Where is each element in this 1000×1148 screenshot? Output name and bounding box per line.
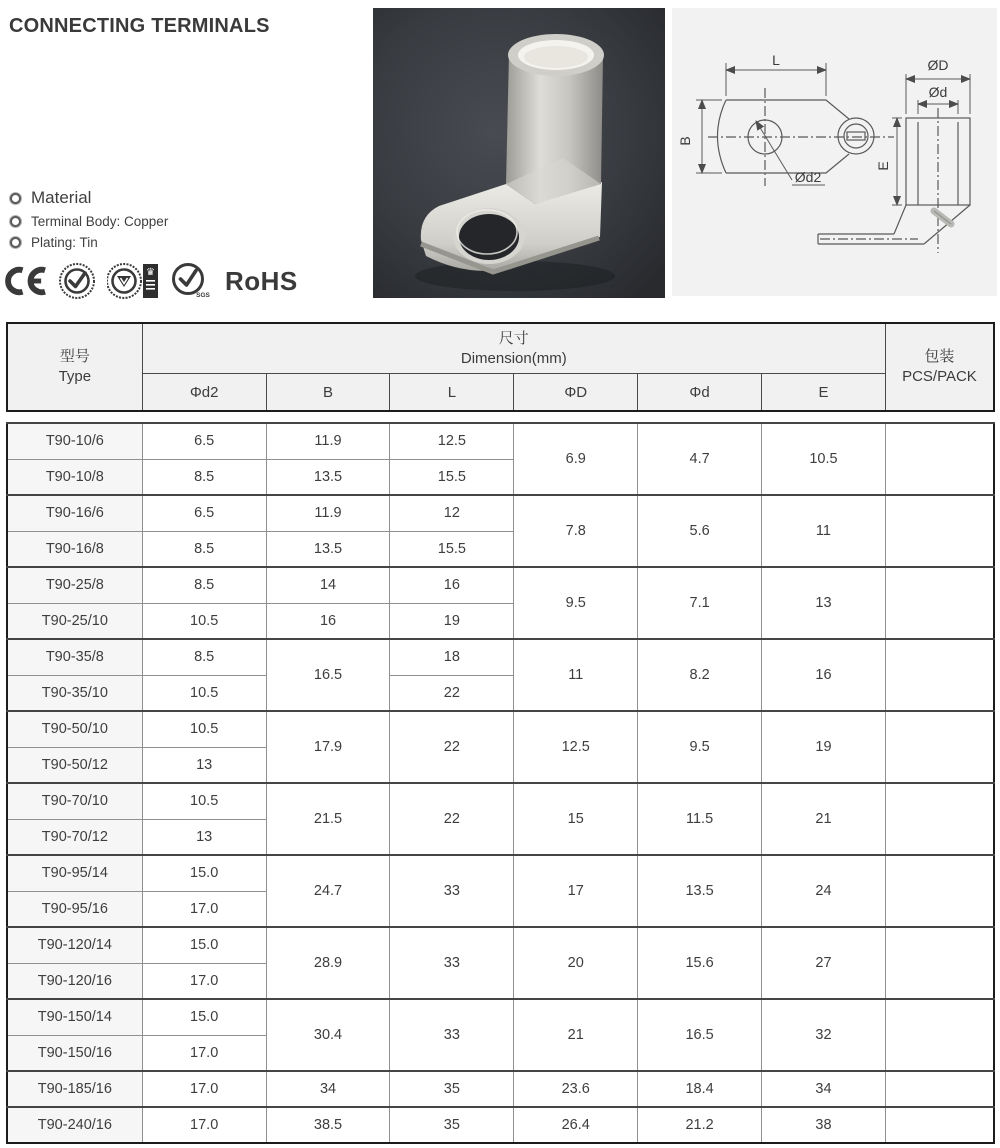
sgs-check-badge-icon bbox=[170, 262, 210, 300]
pack-cell bbox=[885, 423, 994, 495]
dim-label-d2: Ød2 bbox=[794, 169, 822, 185]
dim-cell-d2: 17.0 bbox=[142, 1035, 266, 1071]
page-title: CONNECTING TERMINALS bbox=[9, 15, 270, 38]
dim-cell-D: 9.5 bbox=[514, 567, 638, 639]
dim-cell-d2: 10.5 bbox=[142, 675, 266, 711]
header-type-zh: 型号 bbox=[59, 348, 90, 365]
header-col-d2: Φd2 bbox=[142, 374, 266, 412]
type-cell: T90-150/16 bbox=[7, 1035, 142, 1071]
dim-cell-d: 16.5 bbox=[638, 999, 762, 1071]
table-row bbox=[7, 711, 994, 747]
table-row bbox=[7, 423, 994, 459]
type-cell: T90-10/8 bbox=[7, 459, 142, 495]
type-cell: T90-50/12 bbox=[7, 747, 142, 783]
type-cell: T90-35/10 bbox=[7, 675, 142, 711]
spec-table-body bbox=[6, 422, 995, 1144]
dim-cell-d2: 15.0 bbox=[142, 855, 266, 891]
dim-cell-E: 10.5 bbox=[762, 423, 886, 495]
table-row bbox=[7, 783, 994, 819]
product-photo bbox=[373, 8, 665, 298]
dim-cell-D: 7.8 bbox=[514, 495, 638, 567]
dim-cell-L: 35 bbox=[390, 1107, 514, 1143]
type-cell: T90-70/10 bbox=[7, 783, 142, 819]
iso-ukas-badge-icon bbox=[107, 262, 159, 300]
dim-cell-D: 17 bbox=[514, 855, 638, 927]
dim-cell-E: 32 bbox=[762, 999, 886, 1071]
header-type-en: Type bbox=[58, 368, 92, 385]
quality-check-badge-icon bbox=[58, 262, 96, 300]
dim-cell-B: 17.9 bbox=[266, 711, 390, 783]
dim-cell-E: 19 bbox=[762, 711, 886, 783]
dim-cell-B: 21.5 bbox=[266, 783, 390, 855]
dim-cell-L: 16 bbox=[390, 567, 514, 603]
dim-cell-L: 15.5 bbox=[390, 459, 514, 495]
dim-cell-d: 5.6 bbox=[638, 495, 762, 567]
dim-cell-B: 24.7 bbox=[266, 855, 390, 927]
dim-cell-D: 6.9 bbox=[514, 423, 638, 495]
dim-cell-D: 11 bbox=[514, 639, 638, 711]
dim-cell-D: 20 bbox=[514, 927, 638, 999]
dim-cell-d2: 10.5 bbox=[142, 603, 266, 639]
header-col-D: ΦD bbox=[514, 374, 638, 412]
dim-cell-E: 21 bbox=[762, 783, 886, 855]
table-row bbox=[7, 1071, 994, 1107]
dim-cell-L: 33 bbox=[390, 927, 514, 999]
dim-cell-d: 15.6 bbox=[638, 927, 762, 999]
table-row bbox=[7, 639, 994, 675]
spec-table-header bbox=[6, 322, 995, 412]
dim-cell-d2: 15.0 bbox=[142, 927, 266, 963]
dim-cell-B: 11.9 bbox=[266, 423, 390, 459]
ce-mark-icon bbox=[4, 266, 47, 296]
dim-cell-E: 11 bbox=[762, 495, 886, 567]
header-pack bbox=[885, 323, 994, 411]
pack-cell bbox=[885, 999, 994, 1071]
pack-cell bbox=[885, 639, 994, 711]
dim-cell-d2: 17.0 bbox=[142, 891, 266, 927]
dim-cell-d2: 13 bbox=[142, 819, 266, 855]
dim-cell-d2: 8.5 bbox=[142, 459, 266, 495]
dim-cell-d2: 17.0 bbox=[142, 963, 266, 999]
header-dimension bbox=[142, 323, 885, 374]
pack-cell bbox=[885, 495, 994, 567]
dim-cell-D: 26.4 bbox=[514, 1107, 638, 1143]
svg-text:SGS: SGS bbox=[196, 292, 210, 299]
dim-cell-E: 13 bbox=[762, 567, 886, 639]
dim-cell-d2: 8.5 bbox=[142, 567, 266, 603]
dim-cell-d2: 10.5 bbox=[142, 783, 266, 819]
dim-cell-d: 18.4 bbox=[638, 1071, 762, 1107]
dim-cell-d: 7.1 bbox=[638, 567, 762, 639]
dim-label-D: ØD bbox=[927, 57, 949, 73]
material-heading: Material bbox=[31, 188, 92, 207]
dim-cell-L: 15.5 bbox=[390, 531, 514, 567]
pack-cell bbox=[885, 1107, 994, 1143]
dim-cell-d: 8.2 bbox=[638, 639, 762, 711]
pack-cell bbox=[885, 855, 994, 927]
type-cell: T90-120/16 bbox=[7, 963, 142, 999]
dim-cell-d2: 13 bbox=[142, 747, 266, 783]
type-cell: T90-240/16 bbox=[7, 1107, 142, 1143]
svg-text:♛: ♛ bbox=[146, 267, 155, 278]
front-view-dimensions bbox=[696, 63, 826, 185]
type-cell: T90-120/14 bbox=[7, 927, 142, 963]
pack-cell bbox=[885, 567, 994, 639]
dim-label-L: L bbox=[772, 52, 780, 68]
dim-cell-d2: 6.5 bbox=[142, 495, 266, 531]
dim-cell-d2: 6.5 bbox=[142, 423, 266, 459]
dim-cell-L: 19 bbox=[390, 603, 514, 639]
header-dimension-zh: 尺寸 bbox=[498, 329, 529, 347]
dim-cell-B: 38.5 bbox=[266, 1107, 390, 1143]
dim-cell-L: 33 bbox=[390, 855, 514, 927]
dim-cell-B: 28.9 bbox=[266, 927, 390, 999]
dim-cell-d2: 15.0 bbox=[142, 999, 266, 1035]
dim-cell-d2: 17.0 bbox=[142, 1071, 266, 1107]
dim-cell-L: 18 bbox=[390, 639, 514, 675]
table-row bbox=[7, 1107, 994, 1143]
table-row bbox=[7, 999, 994, 1035]
dim-cell-d: 13.5 bbox=[638, 855, 762, 927]
dim-cell-d: 11.5 bbox=[638, 783, 762, 855]
dim-cell-d: 21.2 bbox=[638, 1107, 762, 1143]
dim-cell-d2: 17.0 bbox=[142, 1107, 266, 1143]
type-cell: T90-150/14 bbox=[7, 999, 142, 1035]
dim-cell-L: 22 bbox=[390, 711, 514, 783]
dim-cell-d2: 8.5 bbox=[142, 531, 266, 567]
dim-cell-B: 16.5 bbox=[266, 639, 390, 711]
dim-cell-B: 13.5 bbox=[266, 459, 390, 495]
type-cell: T90-70/12 bbox=[7, 819, 142, 855]
dim-cell-B: 13.5 bbox=[266, 531, 390, 567]
dim-cell-L: 35 bbox=[390, 1071, 514, 1107]
dim-cell-B: 34 bbox=[266, 1071, 390, 1107]
bullet-icon bbox=[10, 237, 21, 248]
type-cell: T90-25/10 bbox=[7, 603, 142, 639]
dim-cell-L: 33 bbox=[390, 999, 514, 1071]
dim-cell-D: 15 bbox=[514, 783, 638, 855]
header-type bbox=[7, 323, 142, 411]
dim-cell-d2: 8.5 bbox=[142, 639, 266, 675]
header-col-B: B bbox=[266, 374, 390, 412]
pack-cell bbox=[885, 1071, 994, 1107]
pack-cell bbox=[885, 783, 994, 855]
dim-cell-D: 21 bbox=[514, 999, 638, 1071]
dim-label-d: Ød bbox=[928, 84, 948, 100]
dim-cell-B: 16 bbox=[266, 603, 390, 639]
pack-cell bbox=[885, 711, 994, 783]
dim-cell-B: 30.4 bbox=[266, 999, 390, 1071]
header-pack-zh: 包装 bbox=[924, 348, 955, 365]
dim-label-B: B bbox=[677, 136, 693, 146]
dim-cell-D: 23.6 bbox=[514, 1071, 638, 1107]
dim-cell-d: 4.7 bbox=[638, 423, 762, 495]
rohs-label: RoHS bbox=[225, 265, 298, 296]
dim-cell-E: 27 bbox=[762, 927, 886, 999]
dim-cell-L: 12.5 bbox=[390, 423, 514, 459]
table-row bbox=[7, 855, 994, 891]
header-col-E: E bbox=[762, 374, 886, 412]
technical-drawing bbox=[672, 8, 997, 296]
table-row bbox=[7, 927, 994, 963]
type-cell: T90-25/8 bbox=[7, 567, 142, 603]
header-pack-en: PCS/PACK bbox=[902, 368, 977, 385]
type-cell: T90-185/16 bbox=[7, 1071, 142, 1107]
type-cell: T90-16/8 bbox=[7, 531, 142, 567]
dim-cell-d: 9.5 bbox=[638, 711, 762, 783]
dim-cell-E: 38 bbox=[762, 1107, 886, 1143]
dim-cell-E: 24 bbox=[762, 855, 886, 927]
pack-cell bbox=[885, 927, 994, 999]
certification-logos bbox=[4, 264, 298, 298]
header-dimension-en: Dimension(mm) bbox=[460, 349, 567, 367]
dim-cell-L: 22 bbox=[390, 675, 514, 711]
header-col-d: Φd bbox=[638, 374, 762, 412]
dim-cell-L: 22 bbox=[390, 783, 514, 855]
type-cell: T90-95/14 bbox=[7, 855, 142, 891]
dim-label-E: E bbox=[875, 161, 891, 171]
material-item: Plating: Tin bbox=[31, 235, 98, 250]
type-cell: T90-35/8 bbox=[7, 639, 142, 675]
type-cell: T90-50/10 bbox=[7, 711, 142, 747]
dim-cell-D: 12.5 bbox=[514, 711, 638, 783]
dim-cell-B: 11.9 bbox=[266, 495, 390, 531]
dim-cell-E: 16 bbox=[762, 639, 886, 711]
dim-cell-B: 14 bbox=[266, 567, 390, 603]
dim-cell-d2: 10.5 bbox=[142, 711, 266, 747]
side-view bbox=[818, 108, 970, 253]
spec-table bbox=[6, 322, 995, 1144]
dim-cell-L: 12 bbox=[390, 495, 514, 531]
table-row bbox=[7, 567, 994, 603]
dim-cell-E: 34 bbox=[762, 1071, 886, 1107]
header-body-gap bbox=[6, 412, 995, 422]
bullet-icon bbox=[10, 216, 21, 227]
bullet-icon bbox=[10, 193, 21, 204]
material-block bbox=[10, 188, 168, 256]
table-row bbox=[7, 495, 994, 531]
type-cell: T90-16/6 bbox=[7, 495, 142, 531]
type-cell: T90-95/16 bbox=[7, 891, 142, 927]
header-col-L: L bbox=[390, 374, 514, 412]
type-cell: T90-10/6 bbox=[7, 423, 142, 459]
material-item: Terminal Body: Copper bbox=[31, 214, 169, 229]
